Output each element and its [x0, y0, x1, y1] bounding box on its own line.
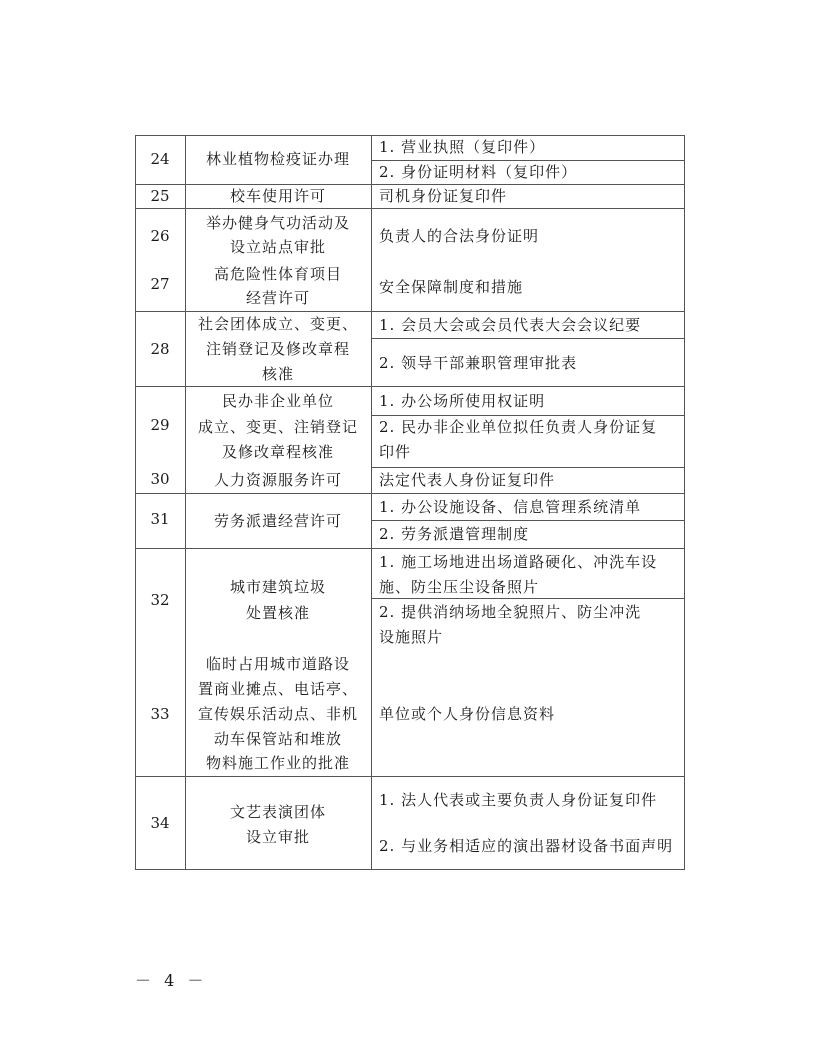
item-name: 社会团体成立、变更、: [197, 315, 358, 333]
item-name: 宣传娱乐活动点、非机: [197, 705, 358, 723]
row-number: 34: [150, 814, 170, 832]
item-name: 城市建筑垃圾: [229, 578, 326, 596]
material-text: 单位或个人身份信息资料: [379, 705, 556, 723]
materials-divider: [371, 467, 684, 468]
material-text: 负责人的合法身份证明: [379, 227, 540, 245]
item-name: 物料施工作业的批准: [205, 754, 350, 772]
material-text: 印件: [379, 443, 412, 461]
row-number: 32: [150, 591, 170, 609]
material-text: 法定代表人身份证复印件: [379, 471, 556, 489]
item-name: 置商业摊点、电话亭、: [197, 680, 358, 698]
material-text: 1. 办公场所使用权证明: [379, 392, 546, 410]
material-text: 设施照片: [379, 628, 444, 646]
material-text: 1. 营业执照（复印件）: [379, 138, 546, 156]
material-text: 施、防尘压尘设备照片: [379, 578, 540, 596]
material-text: 2. 劳务派遣管理制度: [379, 525, 530, 543]
row-number: 25: [150, 187, 170, 205]
row-divider: [135, 776, 685, 777]
row-number: 33: [150, 705, 170, 723]
material-text: 2. 身份证明材料（复印件）: [379, 163, 578, 181]
material-text: 1. 会员大会或会员代表大会会议纪要: [379, 316, 642, 334]
row-number: 29: [150, 416, 170, 434]
material-text: 安全保障制度和措施: [379, 278, 524, 296]
row-divider: [135, 386, 685, 387]
item-name: 临时占用城市道路设: [205, 655, 350, 673]
item-name: 成立、变更、注销登记: [197, 418, 358, 436]
material-text: 2. 民办非企业单位拟任负责人身份证复: [379, 418, 658, 436]
item-name: 经营许可: [245, 289, 310, 307]
row-number: 31: [150, 510, 170, 528]
material-text: 司机身份证复印件: [379, 187, 508, 205]
item-name: 校车使用许可: [229, 187, 326, 205]
row-number: 30: [150, 470, 170, 488]
item-name: 林业植物检疫证办理: [205, 150, 350, 168]
item-name: 核准: [261, 365, 294, 383]
item-name: 人力资源服务许可: [213, 471, 342, 489]
material-text: 1. 法人代表或主要负责人身份证复印件: [379, 791, 658, 809]
item-name: 注销登记及修改章程: [205, 340, 350, 358]
item-name: 文艺表演团体: [229, 803, 326, 821]
row-divider: [135, 311, 685, 312]
row-number: 27: [150, 275, 170, 293]
material-text: 1. 办公设施设备、信息管理系统清单: [379, 498, 642, 516]
item-name: 及修改章程核准: [221, 443, 334, 461]
row-divider: [135, 493, 685, 494]
table-border-bottom: [135, 869, 685, 870]
material-text: 1. 施工场地进出场道路硬化、冲洗车设: [379, 553, 658, 571]
material-text: 2. 提供消纳场地全貌照片、防尘冲洗: [379, 603, 642, 621]
item-name: 民办非企业单位: [221, 392, 334, 410]
row-divider: [135, 208, 685, 209]
item-name: 高危险性体育项目: [213, 265, 342, 283]
item-name: 处置核准: [245, 604, 310, 622]
item-name: 举办健身气功活动及: [205, 214, 350, 232]
item-name: 设立站点审批: [229, 238, 326, 256]
table-border-right: [684, 135, 685, 870]
materials-divider: [371, 338, 684, 339]
material-text: 2. 领导干部兼职管理审批表: [379, 354, 578, 372]
row-number: 28: [150, 340, 170, 358]
row-number: 24: [150, 150, 170, 168]
material-text: 2. 与业务相适应的演出器材设备书面声明: [379, 837, 674, 855]
row-number: 26: [150, 227, 170, 245]
item-name: 动车保管站和堆放: [213, 730, 342, 748]
page-number: － 4 －: [135, 971, 208, 990]
item-name: 劳务派遣经营许可: [213, 512, 342, 530]
item-name: 设立审批: [245, 828, 310, 846]
materials-divider: [371, 520, 684, 521]
materials-divider: [371, 598, 684, 599]
table-column-divider-2: [371, 135, 372, 870]
row-divider: [135, 548, 685, 549]
